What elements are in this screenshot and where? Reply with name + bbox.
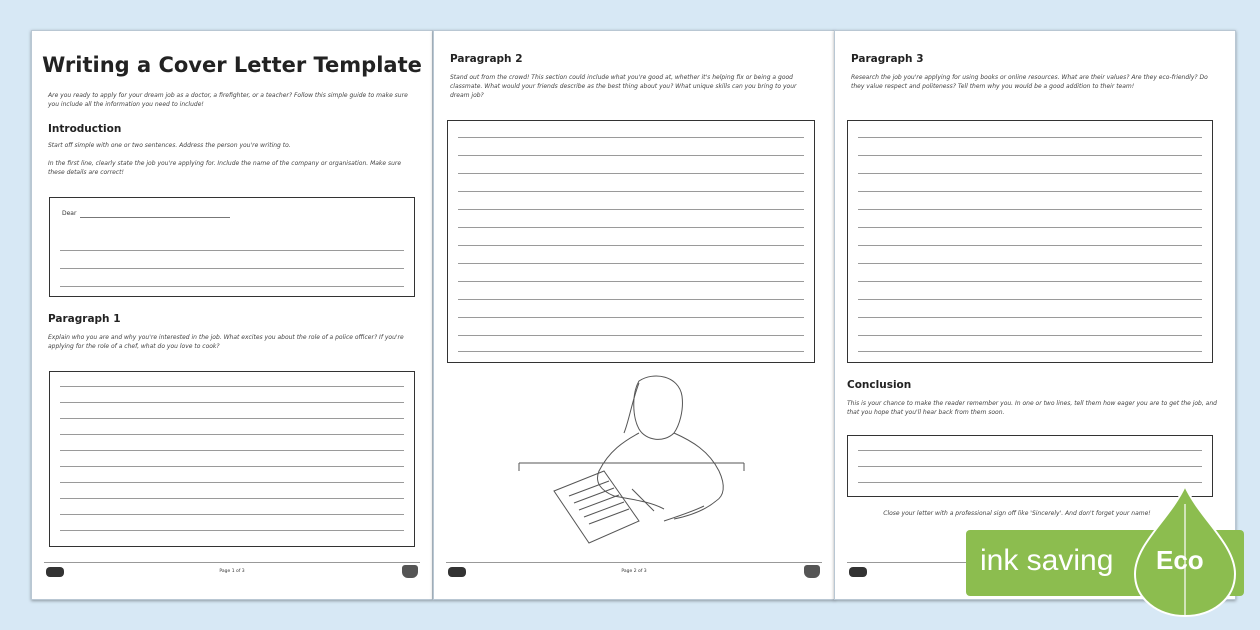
- intro-text: Are you ready to apply for your dream job as a doctor, a firefighter, or a teacher? Follow this simple guide to make sure you include all the information you need to include!: [48, 92, 408, 108]
- paragraph-3-text: Research the job you're applying for using books or online resources. What are their values? Are they eco-friendly? Do they value respect and politeness? Tell them why you would be a good addition to their team!: [851, 74, 1208, 90]
- ship-logo-icon: [402, 565, 418, 578]
- page-footer: [44, 562, 420, 581]
- writing-line: [60, 268, 404, 269]
- conclusion-text: This is your chance to make the reader remember you. In one or two lines, tell them how eager you are to get the job, and that you hope that you'll hear back from them soon.: [847, 400, 1217, 416]
- footer-page-number: Page 1 of 3: [219, 569, 245, 574]
- footer-page-number: Page 2 of 3: [621, 569, 647, 574]
- worksheet-page-1: [31, 30, 433, 600]
- worksheet-page-2: [433, 30, 835, 600]
- writing-line: [60, 250, 404, 251]
- child-writing-illustration: [514, 371, 754, 571]
- paragraph-3-writing-box[interactable]: [847, 120, 1213, 363]
- ink-saving-label: ink saving: [980, 544, 1114, 577]
- paragraph-2-text: Stand out from the crowd! This section could include what you're good at, whether it's helping fix or being a good classmate. What would your friends describe as the best thing about you? What unique skills can you bring to your dream job?: [450, 74, 797, 99]
- eco-label: Eco: [1156, 545, 1204, 575]
- conclusion-heading: Conclusion: [847, 379, 912, 391]
- dear-line: [80, 217, 230, 218]
- introduction-heading: Introduction: [48, 123, 122, 135]
- paragraph-2-writing-box[interactable]: [447, 120, 815, 363]
- paragraph-3-heading: Paragraph 3: [851, 53, 924, 65]
- paragraph-1-writing-box[interactable]: [49, 371, 415, 547]
- closing-text: Close your letter with a professional sign off like 'Sincerely'. And don't forget your name!: [883, 510, 1151, 517]
- ship-logo-icon: [804, 565, 820, 578]
- page-title: Writing a Cover Letter Template: [42, 53, 422, 77]
- page-footer: [446, 562, 822, 581]
- writing-line: [60, 286, 404, 287]
- dear-label: Dear: [62, 210, 77, 217]
- paragraph-1-text: Explain who you are and why you're interested in the job. What excites you about the role of a police officer? If you're applying for the role of a chef, what do you love to cook?: [48, 334, 404, 350]
- paragraph-2-heading: Paragraph 2: [450, 53, 523, 65]
- paragraph-1-heading: Paragraph 1: [48, 313, 121, 325]
- introduction-text-2: In the first line, clearly state the job you're applying for. Include the name of the company or organisation. Make sure these details are correct!: [48, 160, 402, 176]
- twinkl-logo-icon: [849, 567, 867, 577]
- twinkl-logo-icon: [448, 567, 466, 577]
- twinkl-logo-icon: [46, 567, 64, 577]
- introduction-writing-box[interactable]: [49, 197, 415, 297]
- introduction-text-1: Start off simple with one or two sentences. Address the person you're writing to.: [48, 142, 291, 149]
